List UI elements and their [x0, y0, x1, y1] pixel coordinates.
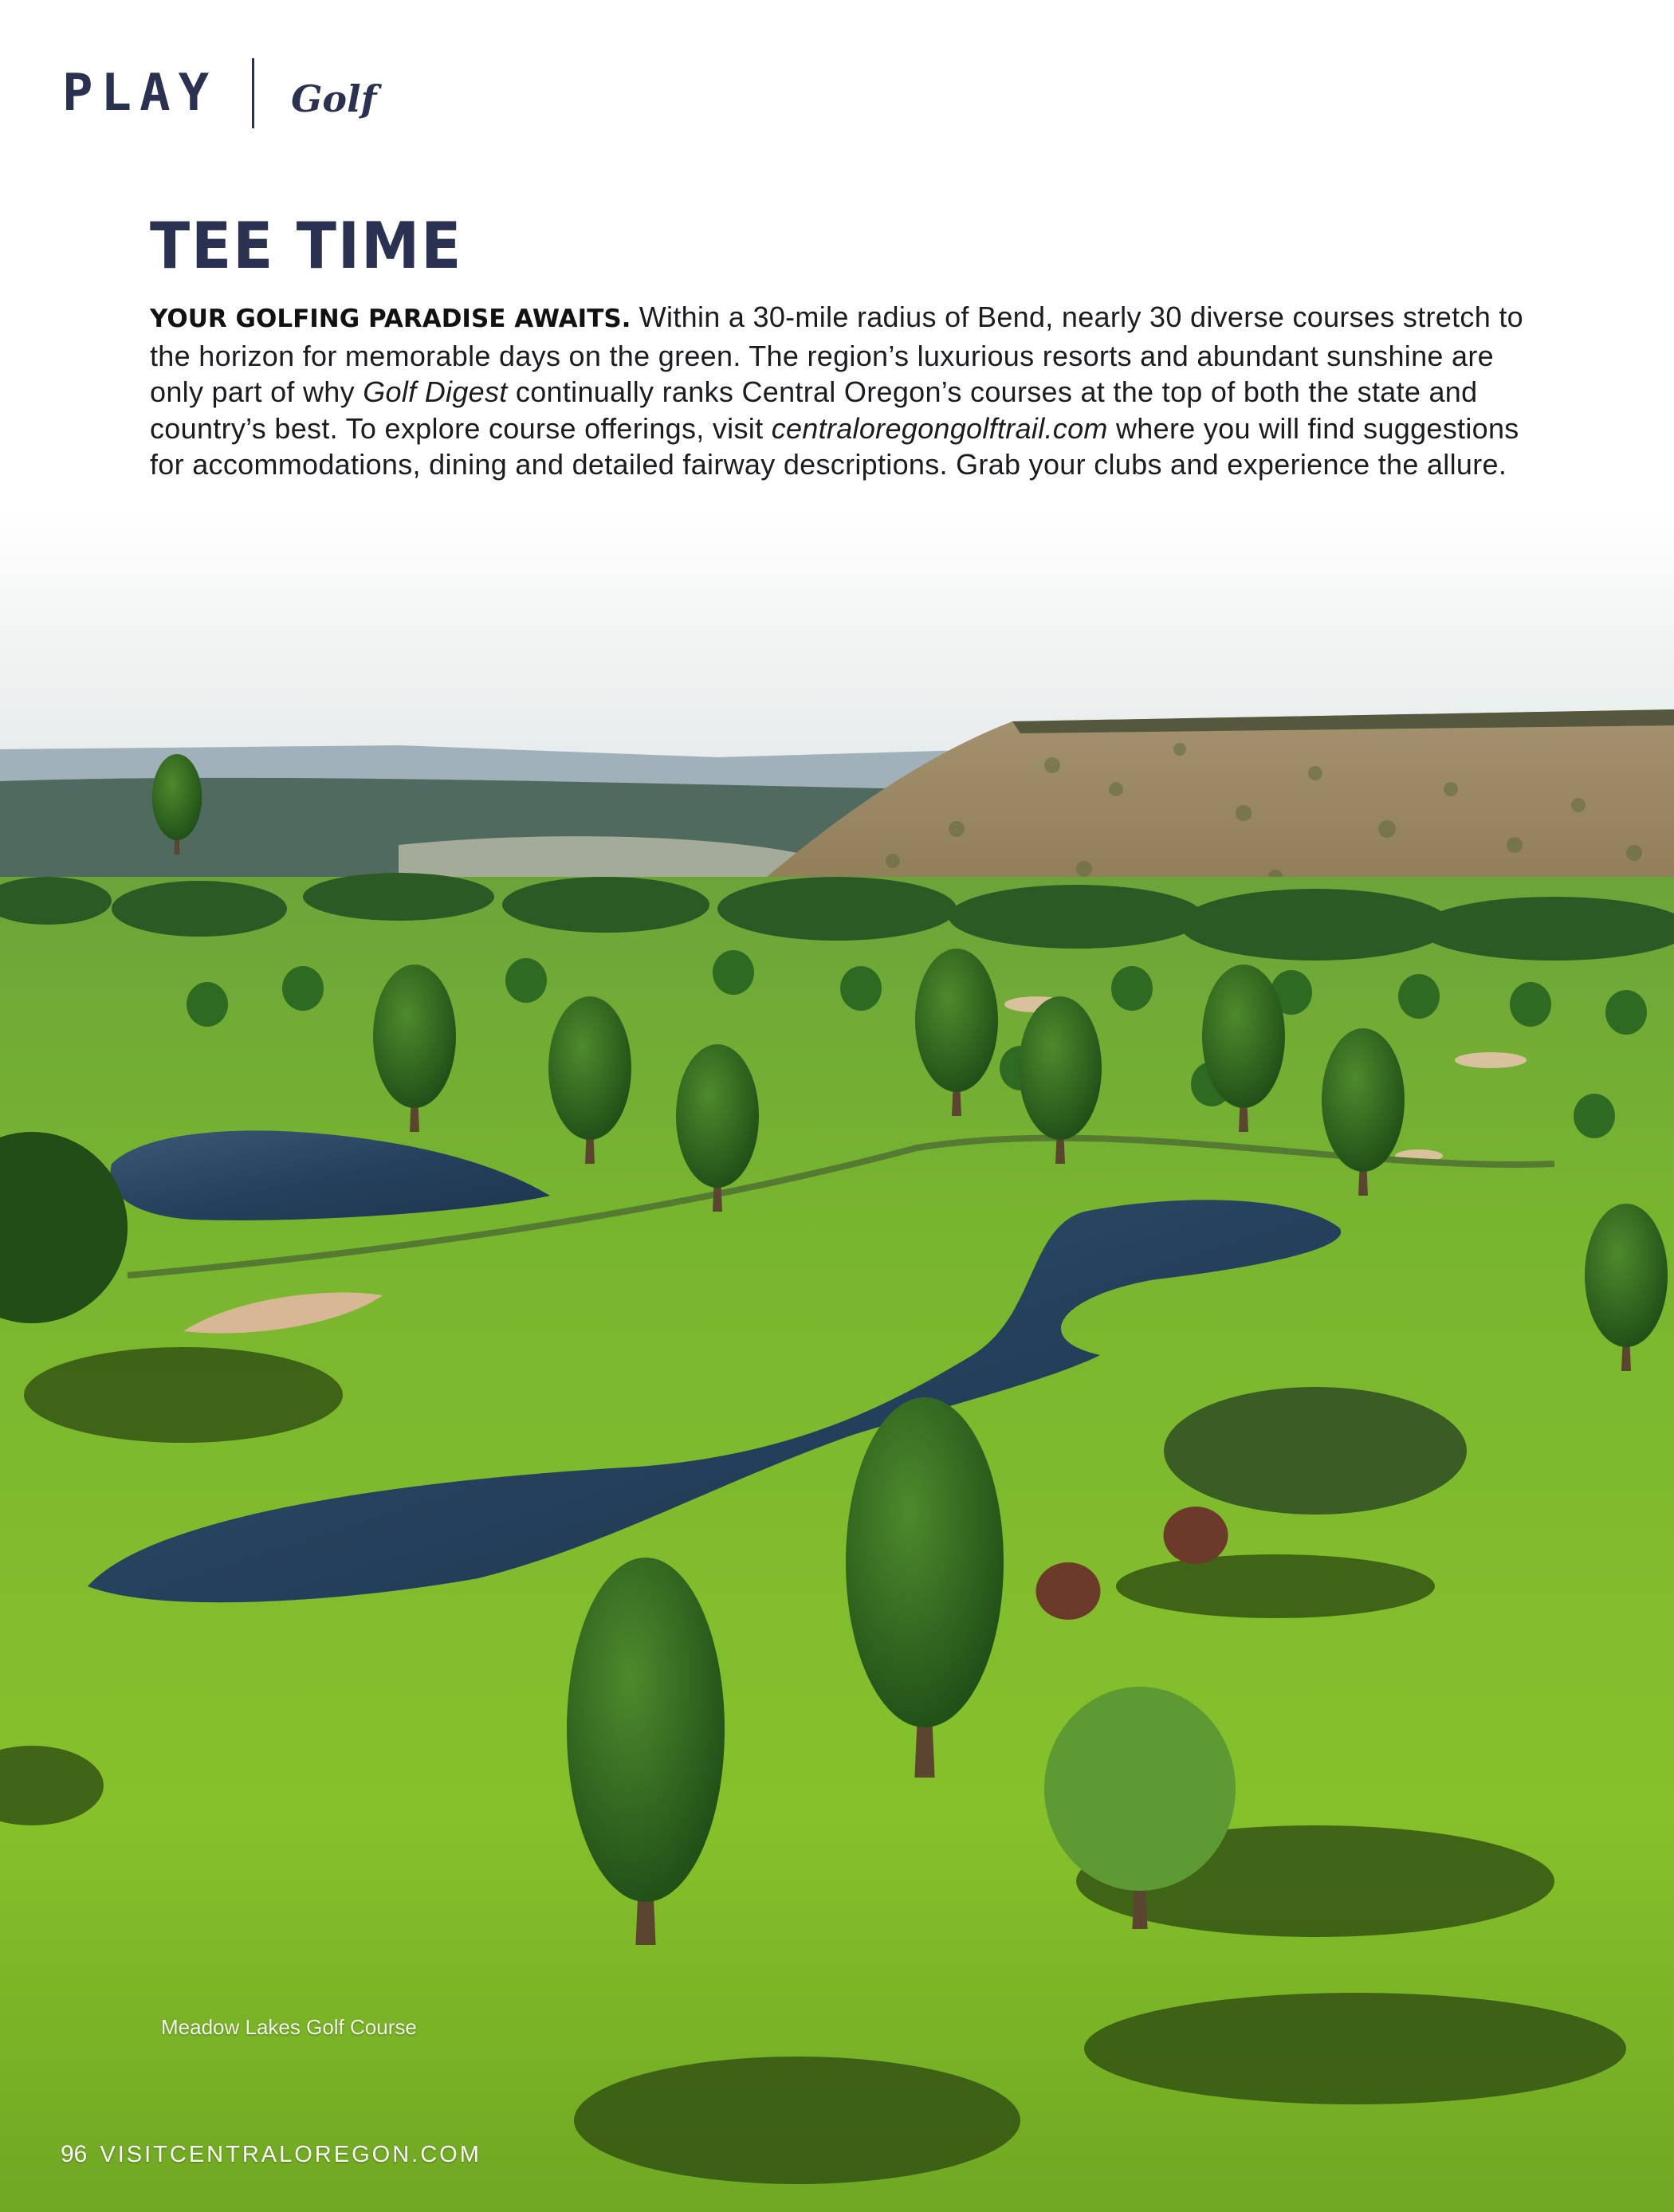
section-divider — [252, 58, 254, 128]
article-body — [150, 299, 1529, 483]
site-url: VISITCENTRALOREGON.COM — [100, 2142, 481, 2167]
golf-trail-link[interactable]: centraloregongolftrail.com — [771, 411, 1108, 445]
photo-caption: Meadow Lakes Golf Course — [161, 2015, 417, 2039]
article-title: TEE TIME — [150, 209, 463, 283]
article-text-2: continually ranks Central Oregon’s courses at the top of both the state and country’s best. To explore course offerings, visit — [150, 375, 1478, 445]
golf-course-photo — [0, 510, 1674, 2212]
page-number: 96 — [61, 2141, 88, 2167]
page-footer — [61, 2141, 481, 2168]
section-label: PLAY — [62, 64, 218, 123]
article-text-3: where you will find suggestions for accommodations, dining and detailed fairway descriptions. Grab your clubs and experience the allure. — [150, 411, 1519, 481]
article-lead: YOUR GOLFING PARADISE AWAITS. — [150, 304, 631, 333]
section-header — [62, 57, 376, 129]
article-text-1: Within a 30-mile radius of Bend, nearly 30 diverse courses stretch to the horizon for memorable days on the green. The region’s luxurious resorts and abundant sunshine are only part of why — [150, 301, 1523, 408]
section-subtitle: Golf — [291, 77, 377, 120]
publication-name: Golf Digest — [363, 375, 508, 408]
